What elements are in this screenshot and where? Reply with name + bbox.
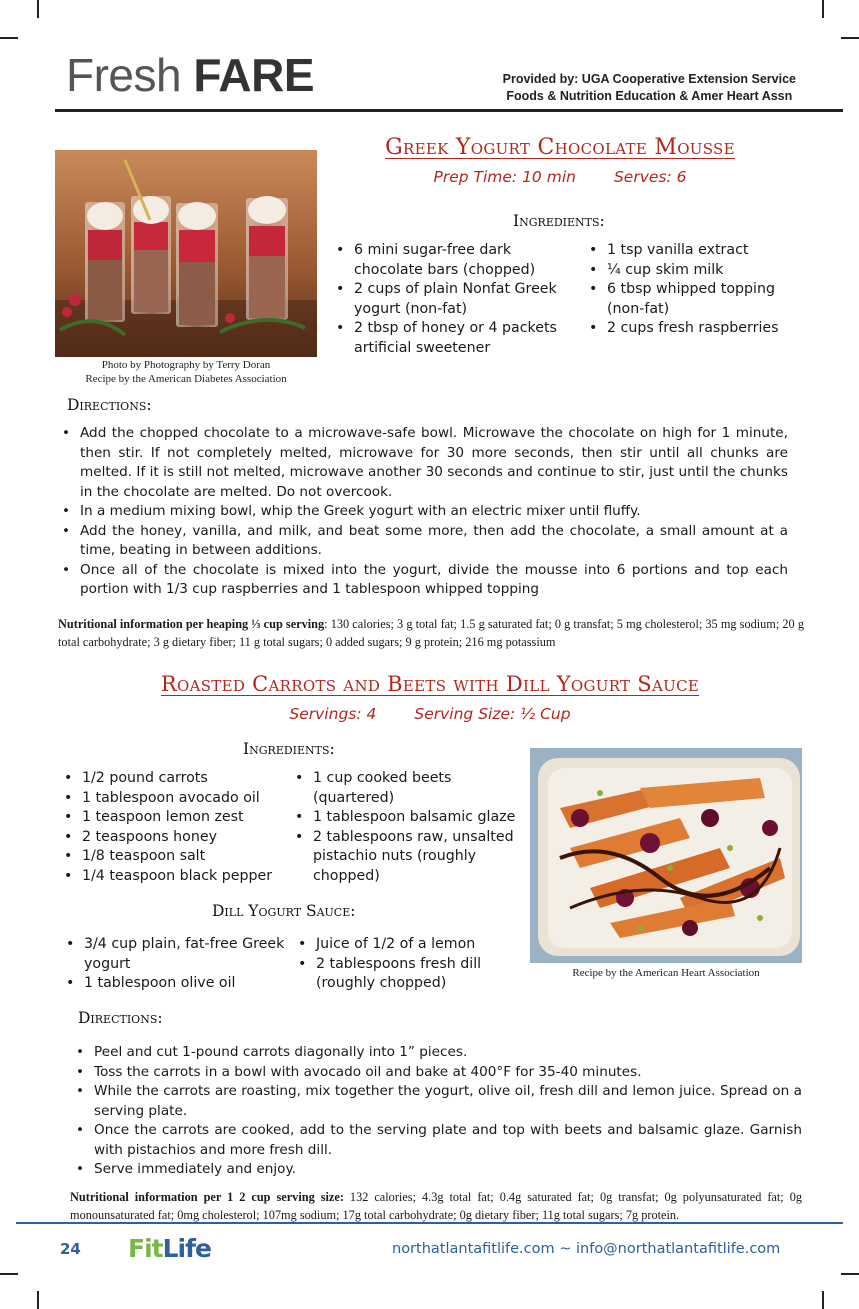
crop-mark [841, 37, 859, 39]
direction-step: • Add the honey, vanilla, and milk, and beat some more, then add the chocolate, a small amount at a time, beating in between additions. [58, 522, 788, 561]
recipe-1-directions-heading: Directions: [67, 396, 152, 414]
recipe-1-meta [320, 168, 800, 186]
ingredient-item: • 1/2 pound carrots [62, 769, 287, 789]
prep-time: Prep Time: 10 min [433, 168, 576, 186]
provider-line-1: Provided by: UGA Cooperative Extension Service [502, 72, 796, 86]
nutrition-values: 132 calories; 4.3g total fat; 0.4g saturated fat; 0g transfat; 0g polyunsaturated fat; 0g monounsaturated fat; 0mg cholesterol; 107mg sodium; 17g total carbohydrate; 0g dietary fiber; 11g total sugars; 7g protein. [70, 1190, 802, 1222]
crop-mark [822, 1291, 824, 1309]
recipe-2-ingredients-left [62, 769, 287, 886]
ingredient-item: • 1 cup cooked beets (quartered) [293, 769, 523, 808]
nutrition-label: Nutritional information per 1 2 cup serving size: [70, 1190, 344, 1204]
ingredient-item: • 2 tbsp of honey or 4 packets artificial sweetener [334, 319, 579, 358]
ingredient-item: • 1/8 teaspoon salt [62, 847, 287, 867]
recipe-1-ingredients-heading: Ingredients: [513, 212, 605, 230]
dill-sauce-left [64, 935, 294, 994]
photo-credit: Photo by Photography by Terry Doran [101, 359, 271, 371]
recipe-1-ingredients-right [587, 241, 802, 339]
ingredient-item: • 6 mini sugar-free dark chocolate bars (chopped) [334, 241, 579, 280]
ingredient-item: • Juice of 1/2 of a lemon [296, 935, 506, 955]
ingredient-item: • 2 teaspoons honey [62, 828, 287, 848]
mousse-photo [55, 150, 317, 357]
recipe-2-title: Roasted Carrots and Beets with Dill Yogurt Sauce [160, 672, 700, 696]
recipe-1-ingredients-left [334, 241, 579, 358]
ingredient-item: • ¼ cup skim milk [587, 261, 802, 281]
recipe-2-ingredients-heading: Ingredients: [243, 740, 335, 758]
direction-step: • Serve immediately and enjoy. [72, 1160, 802, 1180]
brand-bold: FARE [193, 49, 315, 101]
ingredient-item: • 2 tablespoons raw, unsalted pistachio nuts (roughly chopped) [293, 828, 523, 887]
recipe-2-directions [72, 1043, 802, 1180]
recipe-credit: Recipe by the American Diabetes Association [85, 373, 287, 385]
ingredient-item: • 2 cups of plain Nonfat Greek yogurt (non-fat) [334, 280, 579, 319]
provider-line-2: Foods & Nutrition Education & Amer Heart Assn [506, 89, 793, 103]
recipe-2-ingredients-right [293, 769, 523, 886]
direction-step: • Add the chopped chocolate to a microwave-safe bowl. Microwave the chocolate on high for 1 minute, then stir. If not completely melted, microwave for 30 more seconds, then stir until all chunks are melted. If it is still not melted, microwave another 30 seconds and continue to stir, just until the chunks in the chocolate are melted. Do not overcook. [58, 424, 788, 502]
crop-mark [0, 1273, 18, 1275]
ingredient-item: • 1 tablespoon olive oil [64, 974, 294, 994]
dill-sauce-right [296, 935, 506, 994]
logo-fit: Fit [128, 1234, 163, 1263]
servings: Servings: 4 [289, 705, 377, 723]
footer-contact: northatlantafitlife.com ~ info@northatlantafitlife.com [392, 1241, 781, 1257]
ingredient-item: • 1/4 teaspoon black pepper [62, 867, 287, 887]
direction-step: • Once all of the chocolate is mixed into the yogurt, divide the mousse into 6 portions and top each portion with 1/3 cup raspberries and 1 tablespoon whipped topping [58, 561, 788, 600]
crop-mark [822, 0, 824, 18]
footer-divider [16, 1222, 843, 1224]
ingredient-item: • 3/4 cup plain, fat-free Greek yogurt [64, 935, 294, 974]
ingredient-item: • 2 cups fresh raspberries [587, 319, 802, 339]
carrots-photo-caption: Recipe by the American Heart Association [572, 967, 760, 979]
crop-mark [37, 1291, 39, 1309]
brand-logo [66, 49, 315, 101]
brand-light: Fresh [66, 49, 194, 101]
direction-step: • Toss the carrots in a bowl with avocado oil and bake at 400°F for 35-40 minutes. [72, 1063, 802, 1083]
crop-mark [0, 37, 18, 39]
recipe-1-directions [58, 424, 788, 600]
direction-step: • Once the carrots are cooked, add to the serving plate and top with beets and balsamic glaze. Garnish with pistachios and more fresh dill. [72, 1121, 802, 1160]
header-divider [55, 109, 843, 112]
ingredient-item: • 6 tbsp whipped topping (non-fat) [587, 280, 802, 319]
direction-step: • In a medium mixing bowl, whip the Greek yogurt with an electric mixer until fluffy. [58, 502, 788, 522]
direction-step: • While the carrots are roasting, mix together the yogurt, olive oil, fresh dill and lemon juice. Spread on a serving plate. [72, 1082, 802, 1121]
crop-mark [37, 0, 39, 18]
dill-sauce-heading: Dill Yogurt Sauce: [212, 902, 356, 920]
recipe-2-directions-heading: Directions: [78, 1009, 163, 1027]
ingredient-item: • 1 tablespoon avocado oil [62, 789, 287, 809]
crop-mark [841, 1273, 859, 1275]
ingredient-item: • 1 teaspoon lemon zest [62, 808, 287, 828]
fitlife-logo [128, 1234, 211, 1263]
ingredient-item: • 1 tsp vanilla extract [587, 241, 802, 261]
recipe-1-nutrition [58, 615, 804, 651]
direction-step: • Peel and cut 1-pound carrots diagonally into 1” pieces. [72, 1043, 802, 1063]
serving-size: Serving Size: ½ Cup [414, 705, 571, 723]
logo-life: Life [162, 1234, 211, 1263]
provider-credit [503, 71, 796, 105]
nutrition-label: Nutritional information per heaping ⅓ cup serving [58, 617, 325, 631]
ingredient-item: • 1 tablespoon balsamic glaze [293, 808, 523, 828]
serves: Serves: 6 [613, 168, 687, 186]
recipe-1-title: Greek Yogurt Chocolate Mousse [385, 135, 735, 160]
recipe-2-meta [50, 705, 810, 723]
recipe-2-nutrition [70, 1188, 802, 1224]
page-number: 24 [60, 1240, 81, 1258]
carrots-beets-photo [530, 748, 802, 963]
nutrition-values: : 130 calories; 3 g total fat; 1.5 g saturated fat; 0 g transfat; 5 mg cholesterol; 35 mg sodium; 20 g total carbohydrate; 3 g dietary fiber; 11 g total sugars; 0 added sugars; 9 g protein; 216 mg potassium [58, 617, 804, 649]
ingredient-item: • 2 tablespoons fresh dill (roughly chopped) [296, 955, 506, 994]
mousse-photo-caption [55, 358, 317, 386]
